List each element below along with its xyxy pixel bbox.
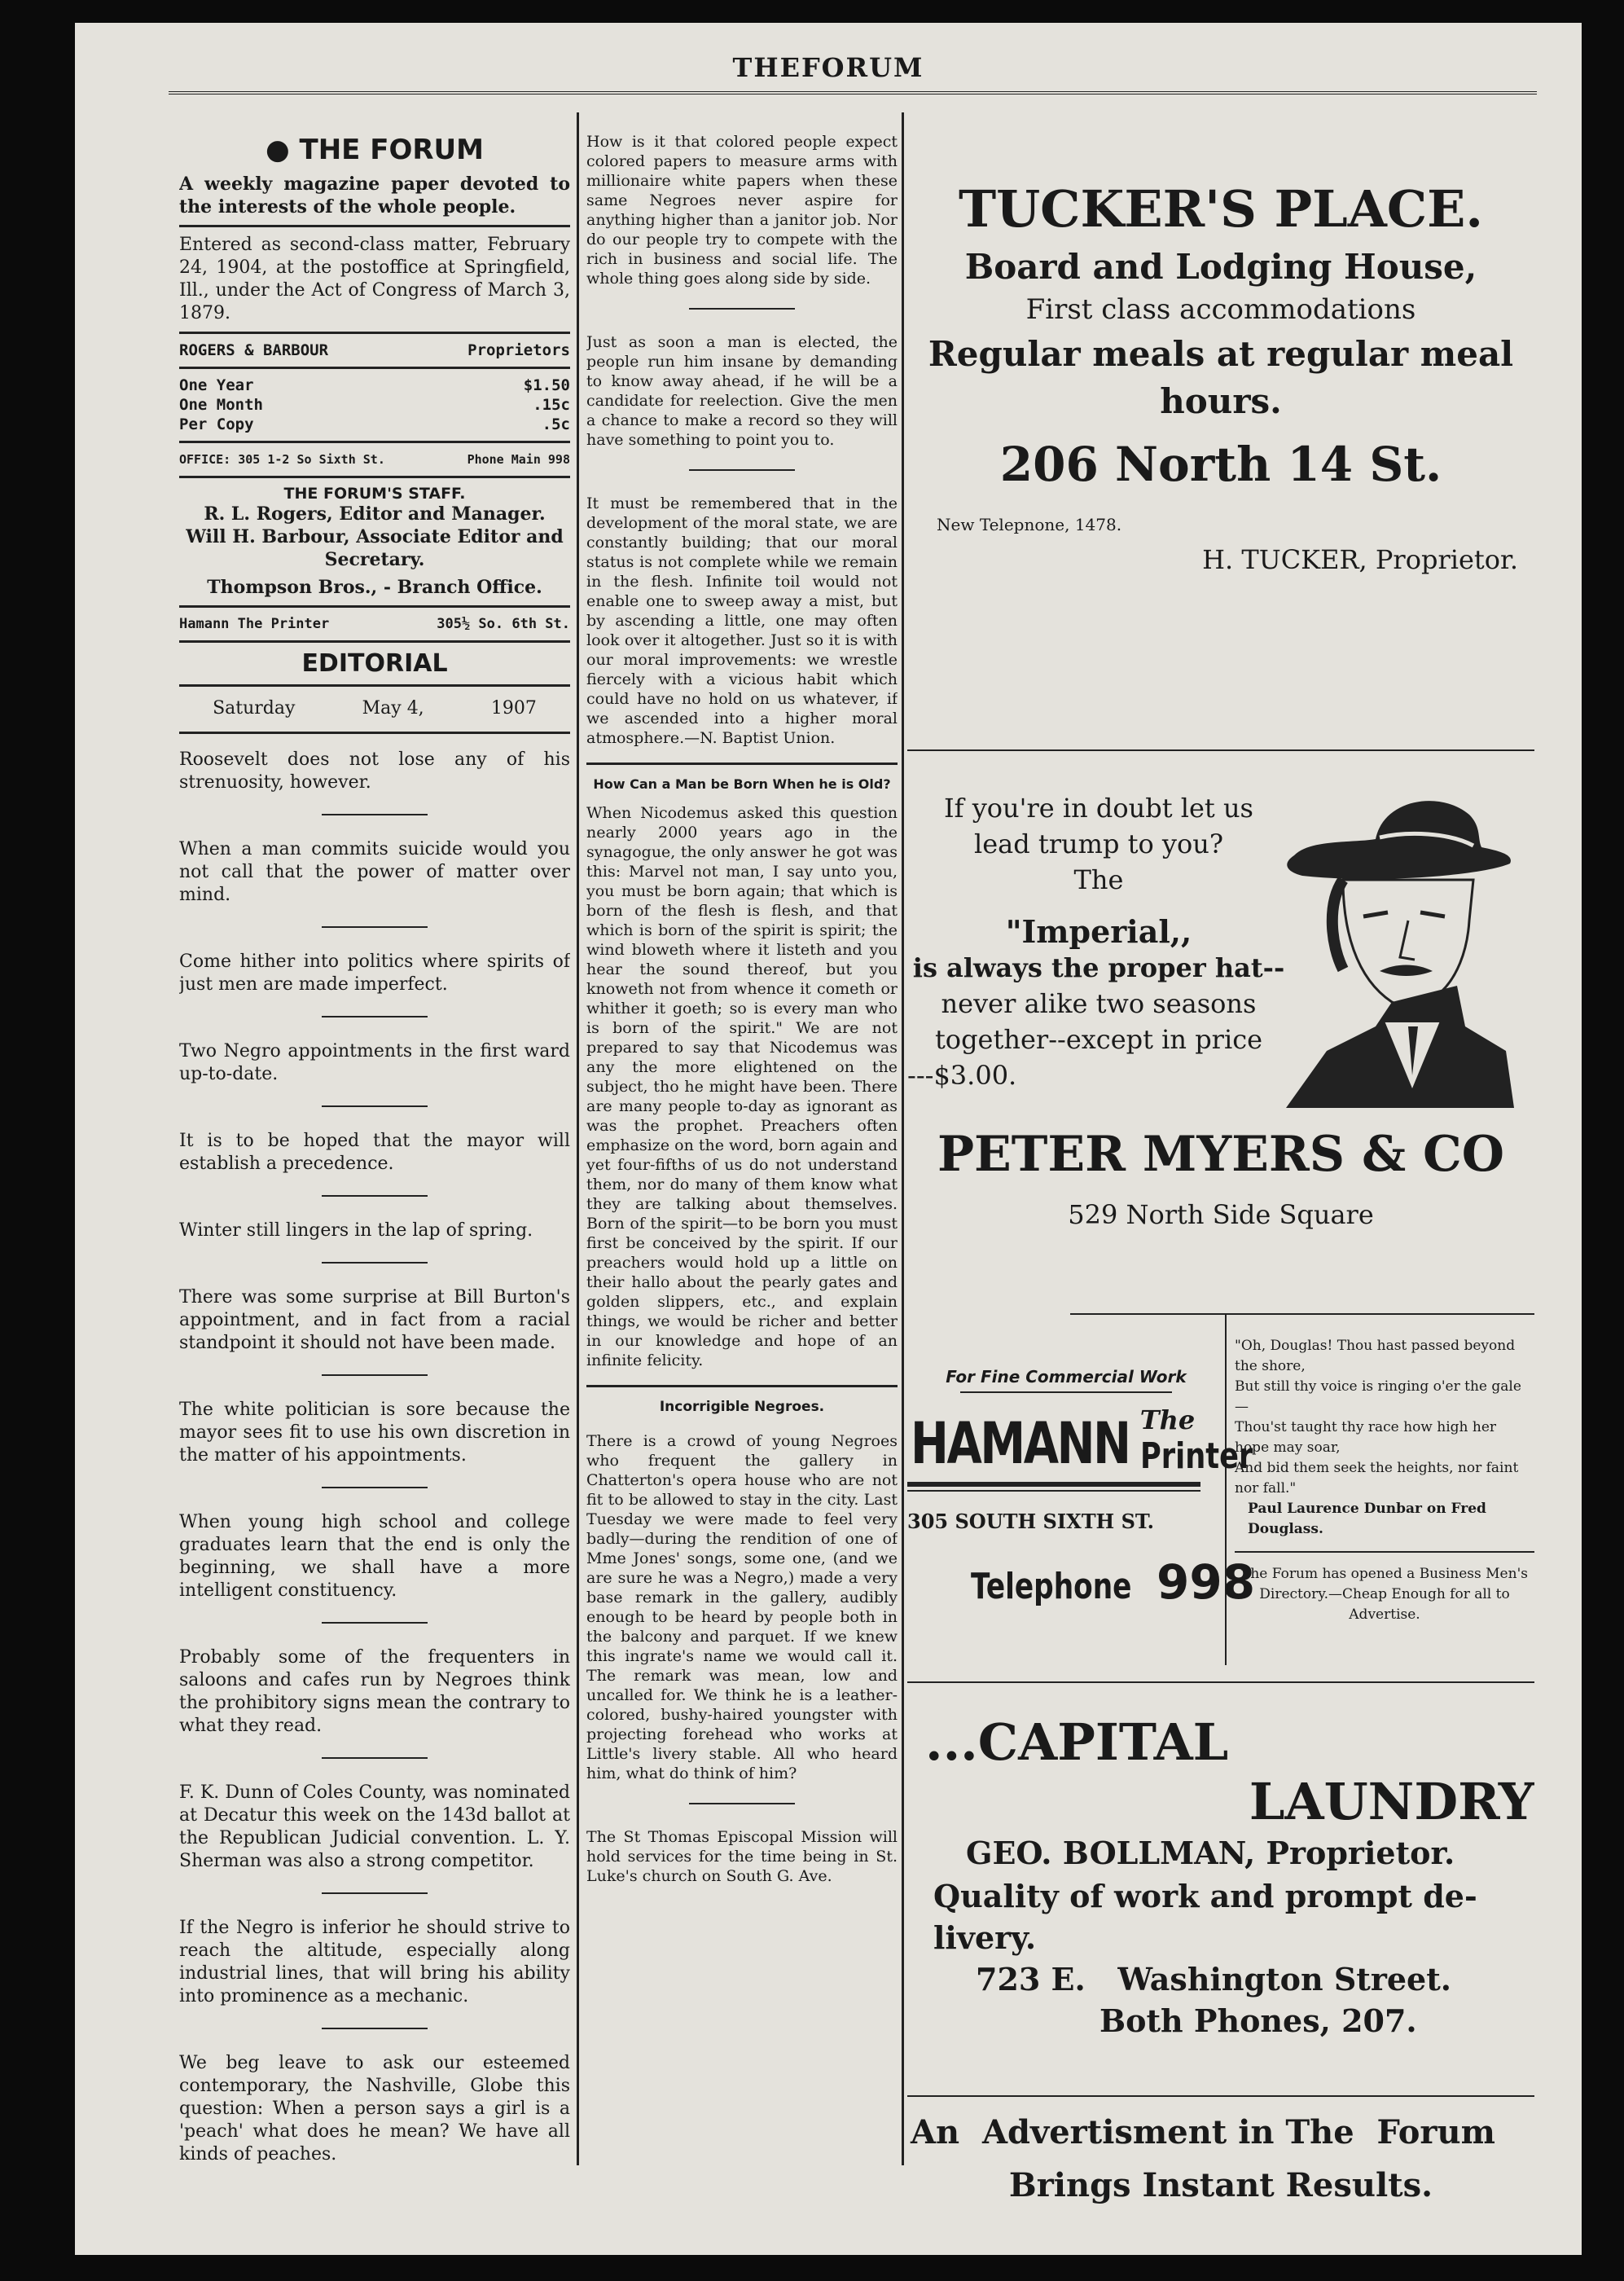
editorial-date: Saturday May 4, 1907 [213,698,537,719]
staff-title: THE FORUM'S STAFF. [283,485,466,503]
hamann-address: 305 SOUTH SIXTH ST. [907,1510,1155,1533]
editorial-item: Winter still lingers in the lap of spring. [179,1220,533,1241]
tucker-phone: New Telepnone, 1478. [937,515,1122,534]
rule [179,332,570,334]
editorial-item: We beg leave to ask our esteemed contemporary, the Nashville, Globe this question: When a person says a girl is a 'peach' what does he mean? We have all kinds of peaches. [179,2053,570,2165]
rule [179,367,570,369]
tucker-address: 206 North 14 St. [999,437,1442,492]
poem-line: Thou'st taught thy race how high her hope may soar, [1235,1419,1497,1456]
forum-title: ● THE FORUM [266,134,484,166]
tucker-line: First class accommodations [1025,293,1416,326]
tucker-title: TUCKER'S PLACE. [958,179,1484,239]
staff-member: Will H. Barbour, Associate Editor and Secretary. [186,526,564,570]
article-heading: Incorrigible Negroes. [659,1399,825,1415]
editorial-item: It is to be hoped that the mayor will establish a precedence. [179,1131,570,1174]
separator [689,308,795,310]
separator [322,814,428,815]
man-in-hat-illustration [1278,782,1522,1116]
tucker-line: Regular meals at regular meal hours. [928,334,1514,421]
poem-line: "Oh, Douglas! Thou hast passed beyond the shore, [1235,1338,1516,1374]
poem-line: And bid them seek the heights, nor faint nor fall." [1235,1460,1519,1496]
separator [689,469,795,471]
laundry-proprietor: GEO. BOLLMAN, Proprietor. [966,1835,1455,1871]
hamann-ad [907,1315,1256,1665]
editorial-item: The white politician is sore because the mayor sees fit to use his own discretion in the matter of his appointments. [179,1400,570,1466]
separator [322,926,428,928]
editorial-heading: EDITORIAL [301,649,448,678]
laundry-line: LAUNDRY [1249,1772,1534,1831]
rate-row: Per Copy .5c [179,415,570,433]
article-paragraph: It must be remembered that in the development of the moral state, we are constantly building; that our moral status is not complete while we remain in the flesh. Infinite toil would not enable one to sweep away a mist, but by ascending a little, one may often look over it altogether. Just so it is with our moral improvements: we wrestle fiercely with a vicious habit which could have no hold on us whatever, if we ascended into a higher moral atmosphere.—N. Baptist Union. [586,494,898,747]
editorial-item: Come hither into politics where spirits of just men are made imperfect. [179,952,570,995]
rate-row: One Year $1.50 [179,376,570,394]
separator [322,2028,428,2029]
tagline: A weekly magazine paper devoted to the interests of the whole people. [179,174,570,218]
separator [322,1016,428,1017]
separator [322,1757,428,1759]
directory-notice: The Forum has opened a Business Men's Directory.—Cheap Enough for all to Advertise. [1241,1566,1528,1623]
advertisements-column [907,104,1534,2222]
separator [322,1892,428,1894]
myers-address: 529 North Side Square [1068,1199,1374,1230]
rule [586,763,898,765]
ad-rule [907,2095,1534,2097]
forum-advert [907,2113,1534,2222]
rule [179,640,570,643]
rule [179,476,570,478]
separator [322,1195,428,1197]
editorial-item: Two Negro appointments in the first ward up-to-date. [179,1041,570,1084]
laundry-address: 723 E. Washington Street. [976,1961,1451,1998]
staff-member: R. L. Rogers, Editor and Manager. [204,503,546,525]
column-2 [586,104,898,2190]
dunbar-poem [1235,1336,1534,1625]
editorial-item: Roosevelt does not lose any of his strenuosity, however. [179,749,570,793]
advert-line: Brings Instant Results. [1008,2166,1433,2204]
editorial-item: F. K. Dunn of Coles County, was nominated at Decatur this week on the 143d ballot at the Republican Judicial convention. L. Y. Sherman was also a strong competitor. [179,1782,570,1871]
editorial-item: When young high school and college graduates learn that the end is only the beginning, we shall have a more intelligent constituency. [179,1512,570,1601]
rule [179,441,570,443]
publishers-row: ROGERS & BARBOUR Proprietors [179,341,570,359]
hamann-tag: For Fine Commercial Work [946,1367,1187,1387]
newspaper-page [75,23,1582,2255]
separator [322,1374,428,1376]
article-heading: How Can a Man be Born When he is Old? [593,776,891,792]
tucker-ad [907,179,1534,749]
myers-name: PETER MYERS & CO [937,1126,1505,1183]
tucker-proprietor: H. TUCKER, Proprietor. [1202,544,1518,575]
rule [179,684,570,687]
ad-rule [1235,1551,1534,1553]
article-paragraph: The St Thomas Episcopal Mission will hold services for the time being in St. Luke's church on South G. Ave. [586,1828,898,1885]
article-paragraph: When Nicodemus asked this question nearly 2000 years ago in the synagogue, the only answer he got was this: Marvel not man, I say unto you, you must be born again; that which is born of the flesh is flesh, and that which is born of the spirit is spirit; the wind bloweth where it listeth and you hear the sound thereof, but you knoweth not from whence it cometh or whither it goeth; so is every man who is born of the spirit." We are not prepared to say that Nicodemus was any the more elightened on the subject, tho he might have been. There are many people to-day as ignorant as was the prophet. Preachers often emphasize on the word, born again and yet four-fifths of us do not understand them, nor do many of them know what they are talking about themselves. Born of the spirit—to be born you must first be conceived by the spirit. If our preachers would hold up a little on their hallo about the pearly gates and golden slippers, etc., and explain things, we would be richer and better in our knowledge and hope of an infinite felicity. [586,804,898,1369]
office-row: OFFICE: 305 1-2 So Sixth St. Phone Main 998 [179,452,570,467]
tucker-sub: Board and Lodging House, [964,247,1477,287]
laundry-line: Quality of work and prompt de- [933,1878,1477,1914]
rule [179,605,570,608]
laundry-line: livery. [933,1919,1037,1956]
poem-attribution: Paul Laurence Dunbar on Fred Douglass. [1248,1501,1486,1537]
advert-line: An Advertisment in The Forum [911,2113,1495,2151]
article-paragraph: Just as soon a man is elected, the people run him insane by demanding to know away ahead, if he will be a candidate for reelection. Give the men a chance to make a record so they will have something to point you to. [586,333,898,449]
rule [179,225,570,227]
hamann-poem-row [907,1315,1534,1681]
column-divider [902,112,904,2165]
article-paragraph: There is a crowd of young Negroes who frequent the gallery in Chatterton's opera house who are not fit to be allowed to stay in the city. Last Tuesday we were made to feel very badly—during the rendition of one of Mme Jones' songs, some one, (and we are sure he was a Negro,) made a very base remark in the gallery, audibly enough to be heard by people both in the balcony and parquet. If we knew this ingrate's name we would call it. The remark was mean, low and uncalled for. We think he is a leather-colored, bushy-haired youngster with projecting forehead who works at Little's livery stable. All who heard him, what do think of him? [586,1432,898,1782]
hamann-telephone: Telephone 998 [971,1554,1256,1610]
editorial-item: When a man commits suicide would you not call that the power of matter over mind. [179,839,570,905]
editorial-item: There was some surprise at Bill Burton's appointment, and in fact from a racial standpoint it should not have been made. [179,1287,570,1353]
column-1 [179,104,570,2190]
laundry-phones: Both Phones, 207. [1099,2002,1417,2039]
rule [179,732,570,734]
printer-row: Hamann The Printer 305½ So. 6th St. [179,616,570,632]
masthead: THEFORUM [732,52,924,83]
separator [322,1622,428,1624]
ad-rule [960,1391,1172,1393]
myers-text: If you're in doubt let us lead trump to you? The "Imperial,, is always the proper hat-- never alike two seasons together--except in price ---$3.00. [907,793,1285,1091]
top-rule [169,91,1537,94]
separator [689,1803,795,1804]
rate-row: One Month .15c [179,396,570,414]
ad-rule [907,1681,1534,1683]
separator [322,1105,428,1107]
rule [586,1385,898,1387]
laundry-line: ...CAPITAL [925,1712,1229,1772]
article-paragraph: How is it that colored people expect colored papers to measure arms with millionaire white papers when these same Negroes never aspire for anything higher than a janitor job. Nor do our people try to compete with the rich in business and social life. The whole thing goes along side by side. [586,133,898,288]
branch-office: Thompson Bros., - Branch Office. [207,577,542,598]
laundry-ad [907,1712,1534,2095]
separator [322,1487,428,1488]
hamann-logo: HAMANN The Printer [911,1404,1253,1477]
hamann-bars [907,1482,1200,1492]
column-divider [577,112,579,2165]
entered-notice: Entered as second-class matter, February 24, 1904, at the postoffice at Springfield, Ill., under the Act of Congress of March 3, 1879. [179,235,570,323]
editorial-item: If the Negro is inferior he should strive to reach the altitude, especially along industrial lines, that will bring his ability into prominence as a mechanic. [179,1918,570,2006]
poem-line: But still thy voice is ringing o'er the gale— [1235,1378,1521,1415]
separator [322,1262,428,1264]
editorial-item: Probably some of the frequenters in saloons and cafes run by Negroes think the prohibitory signs mean the contrary to what they read. [179,1647,570,1736]
myers-ad [907,751,1534,1313]
